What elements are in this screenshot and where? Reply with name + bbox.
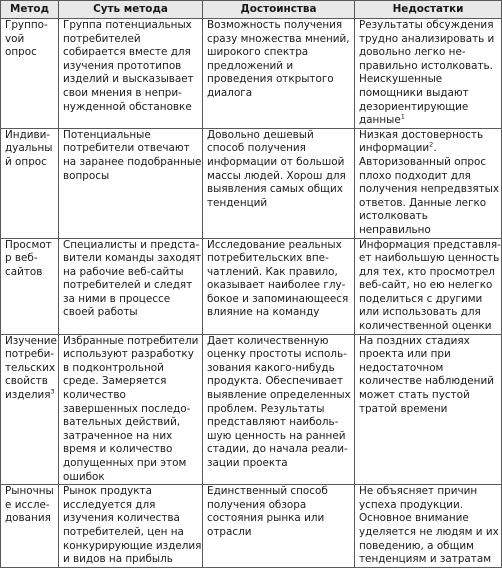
header-advantages: Достоинства (203, 1, 355, 19)
disadvantages-text: На поздних стадиях проекта или при недостаточном количестве наблюдений может стать пустой тратой времени (359, 334, 494, 415)
method-cell (1, 334, 59, 485)
footnote-mark: 2 (429, 140, 434, 149)
header-method: Метод (1, 1, 59, 19)
table-row (1, 128, 502, 238)
header-essence: Суть метода (59, 1, 203, 19)
advantages-cell (203, 128, 355, 238)
method-text: Индивидуальный опрос (5, 128, 53, 168)
table-row (1, 19, 502, 129)
advantages-text: Исследование реальных потребительских впечатлений. Как правило, оказывает наиболее глубокое и запоминающееся влияние на команду (207, 238, 349, 319)
advantages-text: Единственный способ получения обзора состояния рынка или отрасли (207, 485, 328, 538)
disadvantages-cell (355, 485, 502, 568)
disadvantages-text: . Авторизованный опрос плохо подходит для получения непредвзятых ответов. Данные легко истолковать неправильно (359, 142, 500, 236)
essence-text: Избранные потребители используют разработку в подконтрольной среде. Замеряется количество завершенных последовательных действий, затраченное на них время и количество допущенных при этом ошибок (63, 334, 199, 483)
footnote-mark: 1 (400, 112, 405, 121)
table-row (1, 485, 502, 568)
method-text: Группоvой опрос (5, 19, 48, 59)
essence-text: Группа потенциальных потребителей собирается вместе для изучения прототипов изделий и высказывает свои мнения в непринужденной обстановке (63, 19, 194, 113)
advantages-cell (203, 334, 355, 485)
method-text: Рыночные исследования (5, 485, 54, 525)
table-header-row (1, 1, 502, 19)
advantages-cell (203, 19, 355, 129)
disadvantages-cell (355, 19, 502, 129)
disadvantages-cell (355, 128, 502, 238)
advantages-text: Довольно дешевый способ получения информации от большой массы людей. Хорош для выявления самых общих тенденций (207, 128, 346, 209)
essence-cell (59, 238, 203, 334)
advantages-cell (203, 238, 355, 334)
footnote-mark: 3 (50, 387, 55, 396)
essence-cell (59, 128, 203, 238)
method-cell (1, 19, 59, 129)
advantages-text: Дает количественную оценку простоты использования какого-нибудь продукта. Обеспечивает выявление определенных проблем. Результаты представляют наибольшую ценность на ранней стадии, до начала реализации проекта (207, 334, 351, 469)
essence-cell (59, 334, 203, 485)
disadvantages-text-start: Низкая достоверность информации (359, 128, 484, 155)
method-cell (1, 128, 59, 238)
essence-cell (59, 485, 203, 568)
essence-text: Специалисты и представители команды заходят на рабочие веб-сайты потребителей и следят за ними в процессе своей работы (63, 238, 202, 319)
table-row (1, 238, 502, 334)
disadvantages-cell (355, 334, 502, 485)
disadvantages-text: Не объясняет причин успеха продукции. Основное внимание уделяется не людям и их поведению, а общим тенденциям и затратам (359, 485, 499, 566)
method-text: Изучение потребительских свойств изделия (5, 334, 57, 402)
method-text: Просмотр веб-сайтов (5, 238, 52, 278)
table-row (1, 334, 502, 485)
essence-text: Потенциальные потребители отвечают на заранее подобранные вопросы (63, 128, 202, 182)
advantages-text: Возможность получения сразу множества мнений, широкого спектра предложений и проведения открытого диалога (207, 19, 350, 99)
disadvantages-cell (355, 238, 502, 334)
advantages-cell (203, 485, 355, 568)
essence-cell (59, 19, 203, 129)
header-disadvantages: Недостатки (355, 1, 502, 19)
essence-text: Рынок продукта исследуется для изучения количества потребителей, цен на конкурирующие изделия и видов на прибыль (63, 485, 202, 566)
method-cell (1, 485, 59, 568)
disadvantages-text: Информация представляет наибольшую ценность для тех, кто просмотрел веб-сайт, но ею нелегко поделиться с другими или использовать для количественной оценки (359, 238, 501, 333)
method-cell (1, 238, 59, 334)
disadvantages-text: Результаты обсуждения трудно анализировать и довольно легко неправильно истолковать. Неискушенные помощники выдают дезориентирующие данные (359, 19, 495, 127)
